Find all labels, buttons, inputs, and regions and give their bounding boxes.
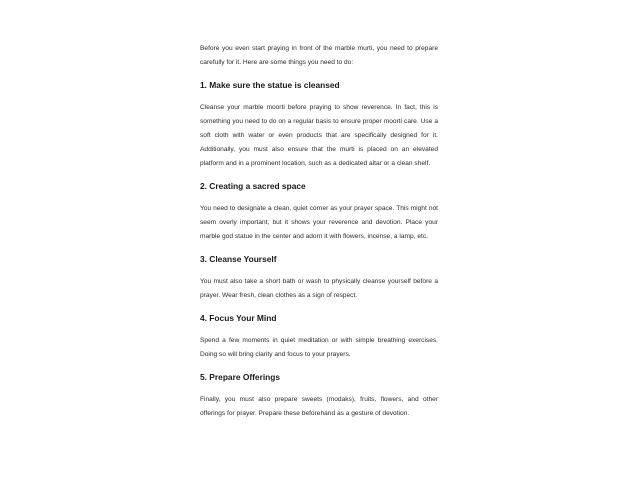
section-5	[200, 371, 438, 421]
section-body: You must also take a short bath or wash to physically cleanse yourself before a prayer. Wear fresh, clean clothes as a sign of respect.	[200, 278, 438, 299]
section-body: Cleanse your marble moorti before praying to show reverence. In fact, this is something you need to do on a regular basis to ensure proper moorti care. Use a soft cloth with water or even products that are specifically designed for it. Additionally, you must also ensure that the murti is placed on an elevated platform and in a prominent location, such as a dedicated altar or a clean shelf.	[200, 104, 438, 167]
intro-paragraph: Before you even start praying in front of the marble murti, you need to prepare carefully for it. Here are some things you need to do:	[200, 45, 438, 66]
section-heading: 2. Creating a sacred space	[200, 181, 306, 191]
section-4	[200, 312, 438, 362]
section-body: You need to designate a clean, quiet corner as your prayer space. This might not seem overly important, but it shows your reverence and devotion. Place your marble god statue in the center and adorn it with flowers, incense, a lamp, etc.	[200, 205, 438, 240]
section-heading: 1. Make sure the statue is cleansed	[200, 80, 340, 90]
section-body: Spend a few moments in quiet meditation or with simple breathing exercises. Doing so will bring clarity and focus to your prayers.	[200, 337, 438, 358]
section-3	[200, 253, 438, 303]
section-1	[200, 79, 438, 171]
section-heading: 4. Focus Your Mind	[200, 313, 277, 323]
section-body: Finally, you must also prepare sweets (modaks), fruits, flowers, and other offerings for prayer. Prepare these beforehand as a gesture of devotion.	[200, 396, 438, 417]
section-heading: 5. Prepare Offerings	[200, 372, 281, 382]
document-page	[200, 42, 438, 421]
section-heading: 3. Cleanse Yourself	[200, 254, 277, 264]
section-2	[200, 180, 438, 244]
